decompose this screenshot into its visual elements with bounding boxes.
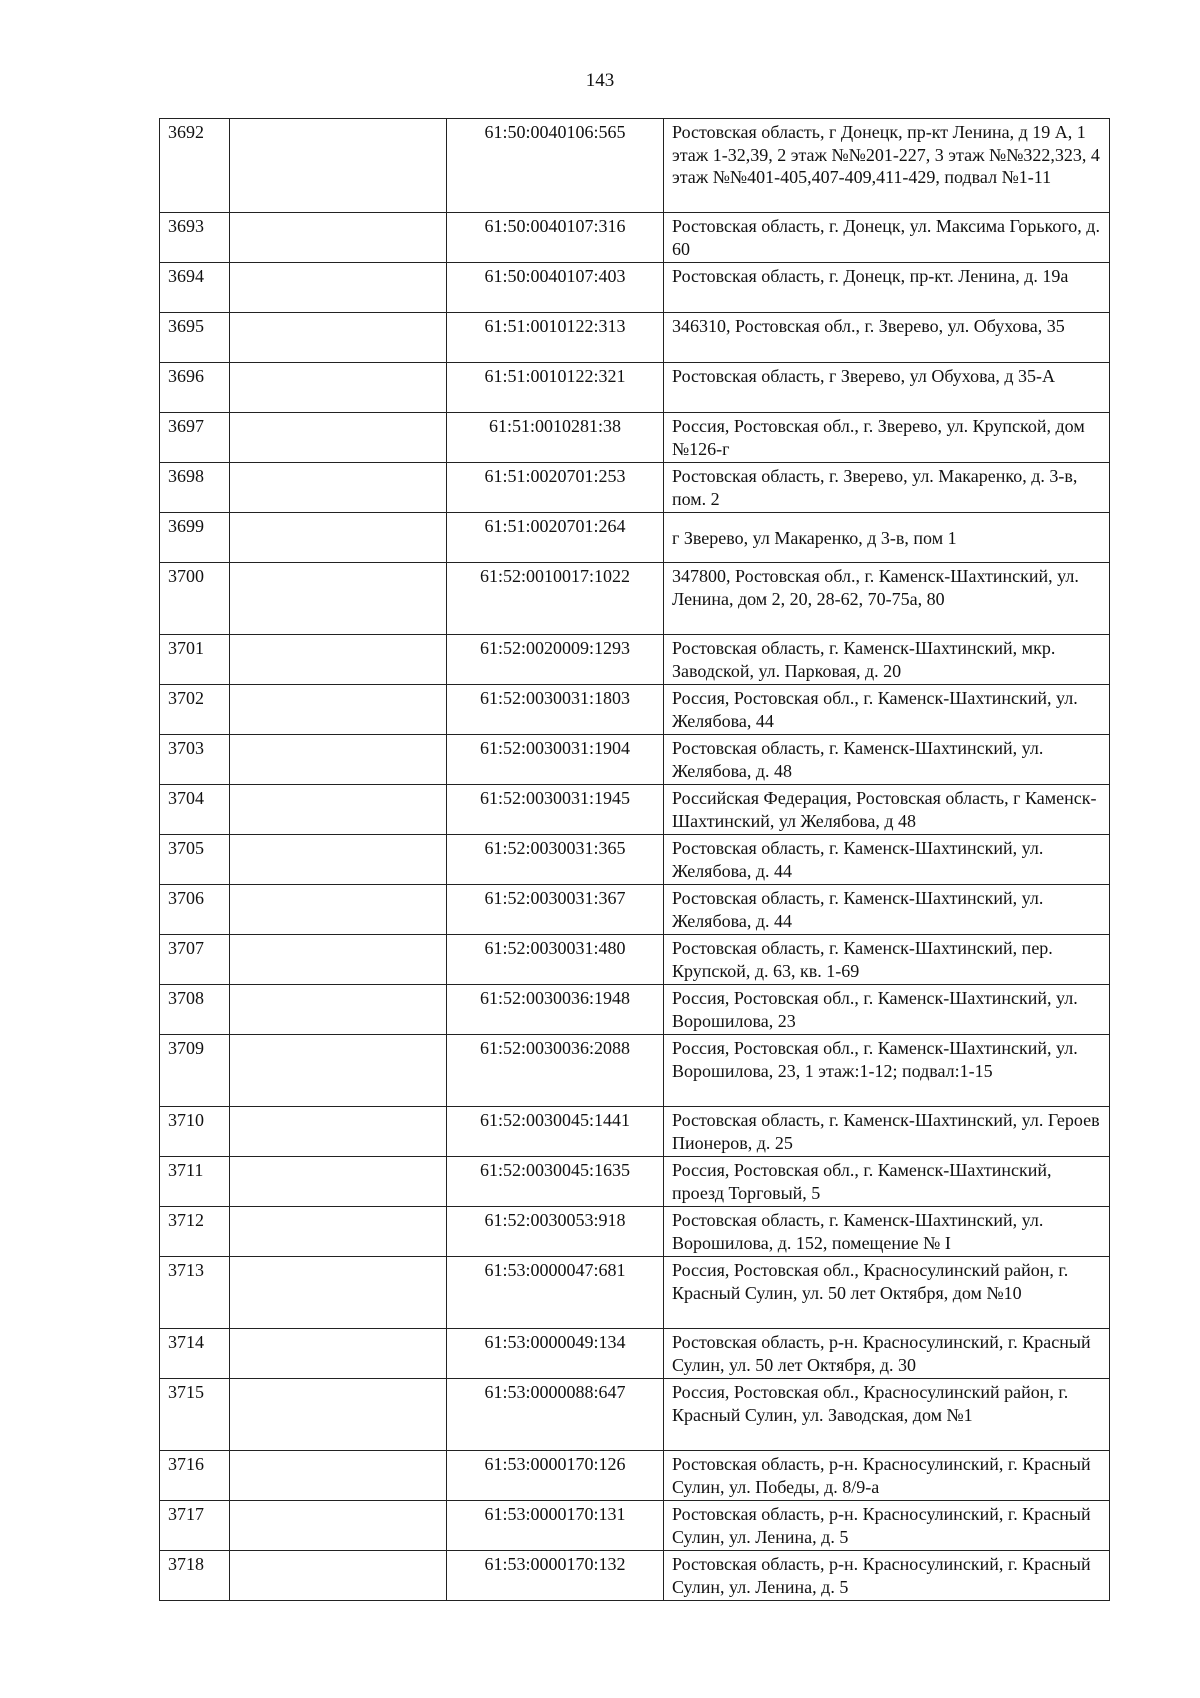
row-number: 3712: [160, 1207, 230, 1257]
address: Российская Федерация, Ростовская область, г Каменск-Шахтинский, ул Желябова, д 48: [664, 785, 1110, 835]
table-row: [160, 413, 1110, 463]
empty-cell: [230, 1207, 447, 1257]
table-row: [160, 263, 1110, 313]
table-row: [160, 463, 1110, 513]
cadastral-number: 61:51:0010122:321: [447, 363, 664, 413]
table-row: [160, 835, 1110, 885]
address: Ростовская область, р-н. Красносулинский, г. Красный Сулин, ул. Ленина, д. 5: [664, 1551, 1110, 1601]
table-row: [160, 119, 1110, 213]
address: Ростовская область, р-н. Красносулинский, г. Красный Сулин, ул. 50 лет Октября, д. 30: [664, 1329, 1110, 1379]
empty-cell: [230, 1451, 447, 1501]
table-row: [160, 985, 1110, 1035]
cadastral-number: 61:52:0030036:1948: [447, 985, 664, 1035]
row-number: 3696: [160, 363, 230, 413]
cadastral-number: 61:52:0030031:1803: [447, 685, 664, 735]
address: Ростовская область, г. Каменск-Шахтинский, ул. Желябова, д. 48: [664, 735, 1110, 785]
cadastral-number: 61:52:0010017:1022: [447, 563, 664, 635]
cadastral-number: 61:52:0030053:918: [447, 1207, 664, 1257]
table-row: [160, 213, 1110, 263]
table-row: [160, 363, 1110, 413]
address: Россия, Ростовская обл., Красносулинский район, г. Красный Сулин, ул. 50 лет Октября, дом №10: [664, 1257, 1110, 1329]
empty-cell: [230, 363, 447, 413]
cadastral-number: 61:53:0000170:132: [447, 1551, 664, 1601]
row-number: 3716: [160, 1451, 230, 1501]
cadastral-number: 61:52:0020009:1293: [447, 635, 664, 685]
table-row: [160, 563, 1110, 635]
table-row: [160, 635, 1110, 685]
row-number: 3700: [160, 563, 230, 635]
empty-cell: [230, 563, 447, 635]
cadastral-number: 61:53:0000049:134: [447, 1329, 664, 1379]
registry-table: [159, 118, 1110, 1601]
address: Россия, Ростовская обл., г. Каменск-Шахтинский, ул. Желябова, 44: [664, 685, 1110, 735]
cadastral-number: 61:50:0040107:316: [447, 213, 664, 263]
empty-cell: [230, 1379, 447, 1451]
table-row: [160, 735, 1110, 785]
row-number: 3718: [160, 1551, 230, 1601]
empty-cell: [230, 1107, 447, 1157]
empty-cell: [230, 785, 447, 835]
address: Ростовская область, г. Донецк, пр-кт. Ленина, д. 19а: [664, 263, 1110, 313]
row-number: 3714: [160, 1329, 230, 1379]
row-number: 3701: [160, 635, 230, 685]
address: Ростовская область, г. Каменск-Шахтинский, ул. Желябова, д. 44: [664, 885, 1110, 935]
row-number: 3693: [160, 213, 230, 263]
cadastral-number: 61:53:0000047:681: [447, 1257, 664, 1329]
empty-cell: [230, 1257, 447, 1329]
address: Ростовская область, г. Каменск-Шахтинский, ул. Желябова, д. 44: [664, 835, 1110, 885]
address: Ростовская область, р-н. Красносулинский, г. Красный Сулин, ул. Ленина, д. 5: [664, 1501, 1110, 1551]
table-row: [160, 1451, 1110, 1501]
address: Россия, Ростовская обл., г. Каменск-Шахтинский, ул. Ворошилова, 23: [664, 985, 1110, 1035]
empty-cell: [230, 1035, 447, 1107]
empty-cell: [230, 1551, 447, 1601]
table-row: [160, 1107, 1110, 1157]
table-row: [160, 1157, 1110, 1207]
cadastral-number: 61:52:0030031:1904: [447, 735, 664, 785]
cadastral-number: 61:50:0040107:403: [447, 263, 664, 313]
row-number: 3705: [160, 835, 230, 885]
address: Ростовская область, г. Каменск-Шахтинский, ул. Героев Пионеров, д. 25: [664, 1107, 1110, 1157]
row-number: 3706: [160, 885, 230, 935]
address: Ростовская область, г Зверево, ул Обухова, д 35-А: [664, 363, 1110, 413]
row-number: 3709: [160, 1035, 230, 1107]
cadastral-number: 61:53:0000088:647: [447, 1379, 664, 1451]
row-number: 3704: [160, 785, 230, 835]
address: Ростовская область, г. Каменск-Шахтинский, ул. Ворошилова, д. 152, помещение № I: [664, 1207, 1110, 1257]
table-row: [160, 1551, 1110, 1601]
address: Ростовская область, г Донецк, пр-кт Ленина, д 19 А, 1 этаж 1-32,39, 2 этаж №№201-227, 3 этаж №№322,323, 4 этаж №№401-405,407-409,411-429, подвал №1-11: [664, 119, 1110, 213]
empty-cell: [230, 413, 447, 463]
address: Ростовская область, г. Донецк, ул. Максима Горького, д. 60: [664, 213, 1110, 263]
address: Россия, Ростовская обл., г. Каменск-Шахтинский, проезд Торговый, 5: [664, 1157, 1110, 1207]
table-row: [160, 685, 1110, 735]
table-row: [160, 1379, 1110, 1451]
empty-cell: [230, 635, 447, 685]
cadastral-number: 61:52:0030036:2088: [447, 1035, 664, 1107]
row-number: 3710: [160, 1107, 230, 1157]
cadastral-number: 61:51:0010122:313: [447, 313, 664, 363]
cadastral-number: 61:51:0020701:253: [447, 463, 664, 513]
cadastral-number: 61:51:0010281:38: [447, 413, 664, 463]
row-number: 3699: [160, 513, 230, 563]
address: Россия, Ростовская обл., г. Зверево, ул. Крупской, дом №126-г: [664, 413, 1110, 463]
table-row: [160, 885, 1110, 935]
page-number: 143: [585, 70, 615, 91]
empty-cell: [230, 1501, 447, 1551]
table-row: [160, 1501, 1110, 1551]
cadastral-number: 61:52:0030031:480: [447, 935, 664, 985]
table-row: [160, 1207, 1110, 1257]
table-row: [160, 513, 1110, 563]
row-number: 3711: [160, 1157, 230, 1207]
table-row: [160, 935, 1110, 985]
row-number: 3698: [160, 463, 230, 513]
empty-cell: [230, 1329, 447, 1379]
table-row: [160, 785, 1110, 835]
empty-cell: [230, 463, 447, 513]
cadastral-number: 61:52:0030045:1441: [447, 1107, 664, 1157]
empty-cell: [230, 735, 447, 785]
address: Россия, Ростовская обл., Красносулинский район, г. Красный Сулин, ул. Заводская, дом №1: [664, 1379, 1110, 1451]
empty-cell: [230, 119, 447, 213]
cadastral-number: 61:50:0040106:565: [447, 119, 664, 213]
empty-cell: [230, 1157, 447, 1207]
empty-cell: [230, 263, 447, 313]
row-number: 3715: [160, 1379, 230, 1451]
cadastral-number: 61:52:0030031:367: [447, 885, 664, 935]
empty-cell: [230, 313, 447, 363]
address: 346310, Ростовская обл., г. Зверево, ул. Обухова, 35: [664, 313, 1110, 363]
row-number: 3713: [160, 1257, 230, 1329]
table-row: [160, 1329, 1110, 1379]
row-number: 3692: [160, 119, 230, 213]
row-number: 3703: [160, 735, 230, 785]
address: г Зверево, ул Макаренко, д 3-в, пом 1: [664, 513, 1110, 563]
row-number: 3707: [160, 935, 230, 985]
address: Ростовская область, г. Каменск-Шахтинский, мкр. Заводской, ул. Парковая, д. 20: [664, 635, 1110, 685]
table-row: [160, 1257, 1110, 1329]
empty-cell: [230, 685, 447, 735]
row-number: 3708: [160, 985, 230, 1035]
cadastral-number: 61:53:0000170:126: [447, 1451, 664, 1501]
table-row: [160, 313, 1110, 363]
row-number: 3717: [160, 1501, 230, 1551]
row-number: 3697: [160, 413, 230, 463]
row-number: 3702: [160, 685, 230, 735]
cadastral-number: 61:52:0030031:1945: [447, 785, 664, 835]
empty-cell: [230, 985, 447, 1035]
empty-cell: [230, 935, 447, 985]
address: Россия, Ростовская обл., г. Каменск-Шахтинский, ул. Ворошилова, 23, 1 этаж:1-12; подвал:1-15: [664, 1035, 1110, 1107]
address: Ростовская область, г. Каменск-Шахтинский, пер. Крупской, д. 63, кв. 1-69: [664, 935, 1110, 985]
cadastral-number: 61:52:0030031:365: [447, 835, 664, 885]
row-number: 3694: [160, 263, 230, 313]
cadastral-number: 61:53:0000170:131: [447, 1501, 664, 1551]
address: 347800, Ростовская обл., г. Каменск-Шахтинский, ул. Ленина, дом 2, 20, 28-62, 70-75а, 80: [664, 563, 1110, 635]
cadastral-number: 61:51:0020701:264: [447, 513, 664, 563]
table-row: [160, 1035, 1110, 1107]
empty-cell: [230, 835, 447, 885]
empty-cell: [230, 213, 447, 263]
address: Ростовская область, г. Зверево, ул. Макаренко, д. 3-в, пом. 2: [664, 463, 1110, 513]
cadastral-number: 61:52:0030045:1635: [447, 1157, 664, 1207]
empty-cell: [230, 513, 447, 563]
empty-cell: [230, 885, 447, 935]
row-number: 3695: [160, 313, 230, 363]
address: Ростовская область, р-н. Красносулинский, г. Красный Сулин, ул. Победы, д. 8/9-а: [664, 1451, 1110, 1501]
